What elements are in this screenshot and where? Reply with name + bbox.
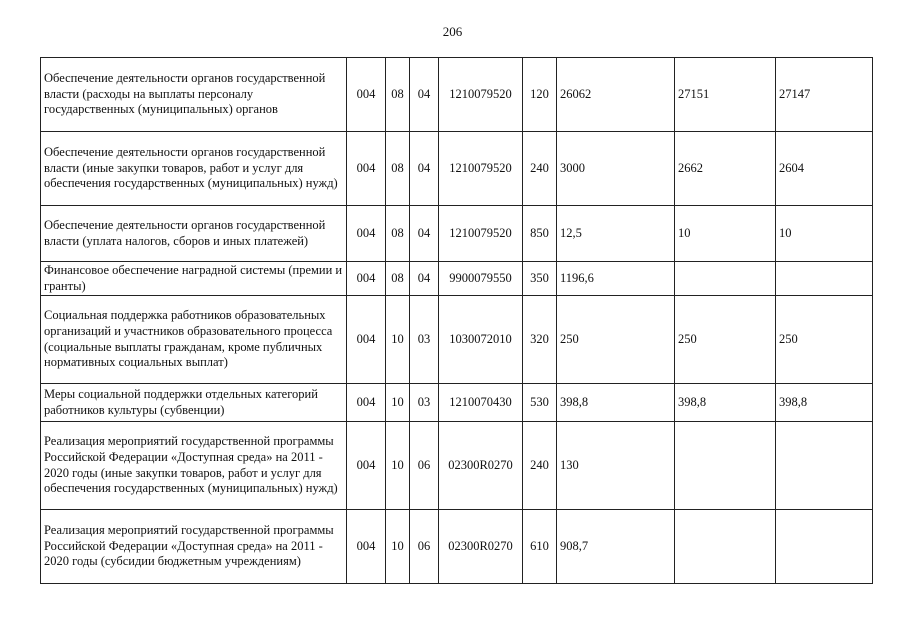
table-row: [41, 384, 873, 422]
budget-table: [40, 57, 873, 584]
sum3-cell: [776, 510, 873, 584]
vr-cell: 240: [523, 132, 557, 206]
pr-cell: 06: [410, 422, 439, 510]
rz-cell: 10: [386, 510, 410, 584]
rz-cell: 10: [386, 422, 410, 510]
ved-cell: 004: [347, 510, 386, 584]
vr-cell: 320: [523, 296, 557, 384]
sum2-cell: 398,8: [675, 384, 776, 422]
csr-cell: 1210070430: [439, 384, 523, 422]
page-number: 206: [442, 24, 463, 39]
sum2-cell: 10: [675, 206, 776, 262]
rz-cell: 08: [386, 132, 410, 206]
pr-cell: 03: [410, 384, 439, 422]
sum2-cell: [675, 510, 776, 584]
rz-cell: 10: [386, 384, 410, 422]
ved-cell: 004: [347, 422, 386, 510]
sum3-cell: 398,8: [776, 384, 873, 422]
ved-cell: 004: [347, 296, 386, 384]
pr-cell: 03: [410, 296, 439, 384]
row-name-cell: Обеспечение деятельности органов государственной власти (иные закупки товаров, работ и услуг для обеспечения государственных (муниципальных) нужд): [41, 132, 347, 206]
table-row: [41, 206, 873, 262]
sum1-cell: 26062: [557, 58, 675, 132]
ved-cell: 004: [347, 132, 386, 206]
csr-cell: 1210079520: [439, 206, 523, 262]
sum3-cell: 10: [776, 206, 873, 262]
sum3-cell: [776, 422, 873, 510]
table-row: [41, 262, 873, 296]
table-row: [41, 510, 873, 584]
ved-cell: 004: [347, 384, 386, 422]
sum3-cell: [776, 262, 873, 296]
sum3-cell: 2604: [776, 132, 873, 206]
pr-cell: 04: [410, 262, 439, 296]
csr-cell: 9900079550: [439, 262, 523, 296]
pr-cell: 04: [410, 132, 439, 206]
csr-cell: 1210079520: [439, 58, 523, 132]
row-name-cell: Обеспечение деятельности органов государственной власти (уплата налогов, сборов и иных платежей): [41, 206, 347, 262]
vr-cell: 240: [523, 422, 557, 510]
csr-cell: 02300R0270: [439, 510, 523, 584]
rz-cell: 10: [386, 296, 410, 384]
sum1-cell: 3000: [557, 132, 675, 206]
csr-cell: 1030072010: [439, 296, 523, 384]
vr-cell: 610: [523, 510, 557, 584]
row-name-cell: Финансовое обеспечение наградной системы (премии и гранты): [41, 262, 347, 296]
vr-cell: 120: [523, 58, 557, 132]
sum3-cell: 27147: [776, 58, 873, 132]
table-row: [41, 422, 873, 510]
ved-cell: 004: [347, 206, 386, 262]
sum2-cell: [675, 262, 776, 296]
vr-cell: 530: [523, 384, 557, 422]
row-name-cell: Реализация мероприятий государственной программы Российской Федерации «Доступная среда» на 2011 - 2020 годы (субсидии бюджетным учреждениям): [41, 510, 347, 584]
pr-cell: 06: [410, 510, 439, 584]
rz-cell: 08: [386, 262, 410, 296]
sum1-cell: 398,8: [557, 384, 675, 422]
ved-cell: 004: [347, 262, 386, 296]
ved-cell: 004: [347, 58, 386, 132]
row-name-cell: Обеспечение деятельности органов государственной власти (расходы на выплаты персоналу государственных (муниципальных) органов: [41, 58, 347, 132]
pr-cell: 04: [410, 58, 439, 132]
pr-cell: 04: [410, 206, 439, 262]
sum2-cell: 2662: [675, 132, 776, 206]
row-name-cell: Реализация мероприятий государственной программы Российской Федерации «Доступная среда» на 2011 - 2020 годы (иные закупки товаров, работ и услуг для обеспечения государственных (муниципальных) нужд): [41, 422, 347, 510]
sum2-cell: 27151: [675, 58, 776, 132]
csr-cell: 02300R0270: [439, 422, 523, 510]
sum1-cell: 908,7: [557, 510, 675, 584]
rz-cell: 08: [386, 58, 410, 132]
sum2-cell: 250: [675, 296, 776, 384]
table-row: [41, 296, 873, 384]
row-name-cell: Социальная поддержка работников образовательных организаций и участников образовательного процесса (социальные выплаты гражданам, кроме публичных нормативных социальных выплат): [41, 296, 347, 384]
vr-cell: 850: [523, 206, 557, 262]
sum1-cell: 250: [557, 296, 675, 384]
sum1-cell: 12,5: [557, 206, 675, 262]
vr-cell: 350: [523, 262, 557, 296]
rz-cell: 08: [386, 206, 410, 262]
row-name-cell: Меры социальной поддержки отдельных категорий работников культуры (субвенции): [41, 384, 347, 422]
sum3-cell: 250: [776, 296, 873, 384]
sum2-cell: [675, 422, 776, 510]
csr-cell: 1210079520: [439, 132, 523, 206]
sum1-cell: 1196,6: [557, 262, 675, 296]
sum1-cell: 130: [557, 422, 675, 510]
table-row: [41, 132, 873, 206]
table-row: [41, 58, 873, 132]
